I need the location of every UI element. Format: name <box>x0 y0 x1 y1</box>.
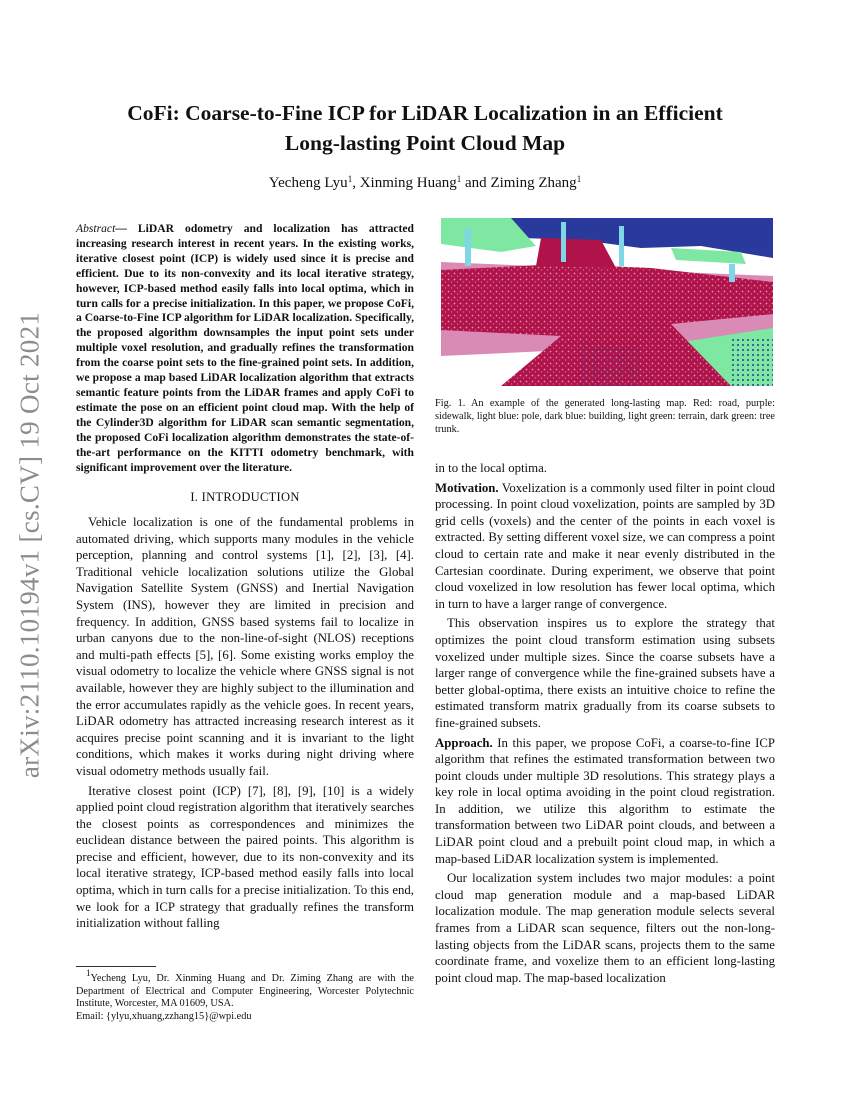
author-name: Yecheng Lyu <box>268 175 348 191</box>
motivation-paragraph <box>435 480 775 613</box>
pole-4 <box>729 264 735 282</box>
section-heading-introduction: I. INTRODUCTION <box>190 490 300 505</box>
pole-3 <box>619 226 624 266</box>
approach-body: In this paper, we propose CoFi, a coarse-to-fine ICP algorithm that refines the estimated transformation between two point clouds under multiple 3D resolutions. This strategy plays a key role in local optima avoiding in the point cloud registration. In addition, we utilize this algorithm to estimate the transformation between two LiDAR point clouds, and between a LiDAR point cloud and a prebuilt point cloud map, in which a map-based LiDAR localization system is implemented. <box>435 735 775 866</box>
building-point-scatter <box>731 338 773 386</box>
observation-paragraph: This observation inspires us to explore the strategy that optimizes the point cloud transform estimation using subsets voxelized under multiple sizes. Since the coarse subsets have a larger range of convergence while the fine-grained subsets have a better global-optima, there exists an intuitive choice to refine the estimated transform matrix gradually from its coarse subsets to fine-grained subsets. <box>435 616 775 730</box>
intro-paragraph-1: Vehicle localization is one of the fundamental problems in automated driving, which supports many modules in the vehicle perception, planning and control systems [1], [2], [3], [4]. Traditional vehicle localization solutions utilize the Global Navigation Satellite System (GNSS) and Inertial Navigation System (INS), however they are limited in precision and frequency. In addition, GNSS based systems fail to localize in urban canyons due to the non-line-of-sight (NLOS) receptions and multi-path effects [5], [6]. Some existing works employ the visual odometry to localize the vehicle where GNSS signal is not available, however they are highly subject to the illumination and the error accumulates rapidly as the vehicle goes. In recent years, LiDAR odometry has attracted increasing research interest as it acquires precise point scanning and it is invariant to the light conditions, which makes it works during night driving where visual odometry methods usually fail. <box>76 515 414 778</box>
author-affiliation-mark: 1 <box>456 174 462 184</box>
footnote-text: Yecheng Lyu, Dr. Xinming Huang and Dr. Ziming Zhang are with the Department of Electrical and Computer Engineering, Worcester Polytechnic Institute, Worcester, MA 01609, USA. <box>76 973 414 1010</box>
author-name: Xinming Huang <box>359 175 457 191</box>
footnote-email: Email: {ylyu,xhuang,zzhang15}@wpi.edu <box>76 1010 252 1022</box>
title-line-2: Long-lasting Point Cloud Map <box>284 131 566 155</box>
motivation-heading: Motivation. <box>435 480 499 495</box>
figure-1-point-cloud-map <box>441 218 773 386</box>
title-line-1: CoFi: Coarse-to-Fine ICP for LiDAR Localization in an Efficient <box>127 101 723 125</box>
approach-paragraph <box>435 735 775 868</box>
motivation-body: Voxelization is a commonly used filter in point cloud processing. In point cloud voxelization, points are sampled by 3D grid cells (voxels) and the center of the points in each voxel is extracted. By setting different voxel size, we can compress a point cloud to certain rate and make it near evenly distributed in the Cartesian coordinate. During experiment, we observe that point cloud voxelized in low resolution has fewer local optima, which in turn to have a larger range of convergence. <box>435 480 775 611</box>
arxiv-identifier-text: arXiv:2110.10194v1 [cs.CV] 19 Oct 2021 <box>14 311 45 779</box>
author-list <box>90 175 760 192</box>
footnote-mark: 1 <box>86 968 91 978</box>
author-separator: and <box>461 175 491 191</box>
author-name: Ziming Zhang <box>490 175 577 191</box>
author-affiliation-mark: 1 <box>347 174 353 184</box>
abstract <box>76 222 414 475</box>
left-column <box>76 222 414 935</box>
building-point-scatter <box>581 348 641 386</box>
intro-paragraph-2: Iterative closest point (ICP) [7], [8], [9], [10] is a widely applied point cloud registration algorithm that iteratively searches the closest points as correspondences and minimizes the euclidean distance between the paired points. This algorithm is precise and efficient, however, due to its non-convexity and its local iterative strategy, ICP-based method easily falls into local optima, which in turn calls for a precise initialization. To this end, we look for a ICP strategy that gradually refines the transform initialization without falling <box>76 783 414 931</box>
system-paragraph: Our localization system includes two major modules: a point cloud map generation module and a map-based LiDAR localization module. The map generation module selects several frames from a LiDAR scan sequence, filters out the non-long-lasting objects from the LiDAR scans, projects them to the same coordinate frame, and voxelize them to an efficient long-lasting point cloud map. The map-based localization <box>435 871 775 985</box>
pole-1 <box>465 228 471 266</box>
author-separator: , <box>352 175 360 191</box>
footnote-rule <box>76 966 156 967</box>
abstract-label: Abstract <box>76 222 116 235</box>
continued-paragraph: in to the local optima. <box>435 461 547 475</box>
footnote-affiliation <box>76 968 414 1011</box>
figure-1-caption: Fig. 1. An example of the generated long-lasting map. Red: road, purple: sidewalk, light blue: pole, dark blue: building, light green: terrain, dark green: tree trunk. <box>435 398 775 435</box>
arxiv-identifier <box>10 295 50 795</box>
pole-2 <box>561 222 566 262</box>
footnote <box>76 966 414 1023</box>
abstract-dash: — <box>115 222 138 235</box>
right-column <box>435 460 775 989</box>
author-affiliation-mark: 1 <box>576 174 582 184</box>
approach-heading: Approach. <box>435 735 493 750</box>
paper-title <box>90 98 760 158</box>
abstract-body: LiDAR odometry and localization has attracted increasing research interest in recent years. In the existing works, iterative closest point (ICP) is widely used since it is precise and efficient. Due to its non-convexity and its local iterative strategy, however, ICP-based method easily falls into local optima, which in turn calls for a precise initialization. In this paper, we propose CoFi, a Coarse-to-Fine ICP algorithm for LiDAR localization. Specifically, the proposed algorithm downsamples the input point sets under multiple voxel resolution, and gradually refines the transformation from the coarse point sets to the fine-grained point sets. In addition, we propose a map based LiDAR localization algorithm that extracts semantic feature points from the LiDAR frames and apply CoFi to estimate the pose on an efficient point cloud map. With the help of the Cylinder3D algorithm for LiDAR scan semantic segmentation, the proposed CoFi localization algorithm demonstrates the state-of-the-art performance on the KITTI odometry benchmark, with significant improvement over the literature. <box>76 222 414 474</box>
